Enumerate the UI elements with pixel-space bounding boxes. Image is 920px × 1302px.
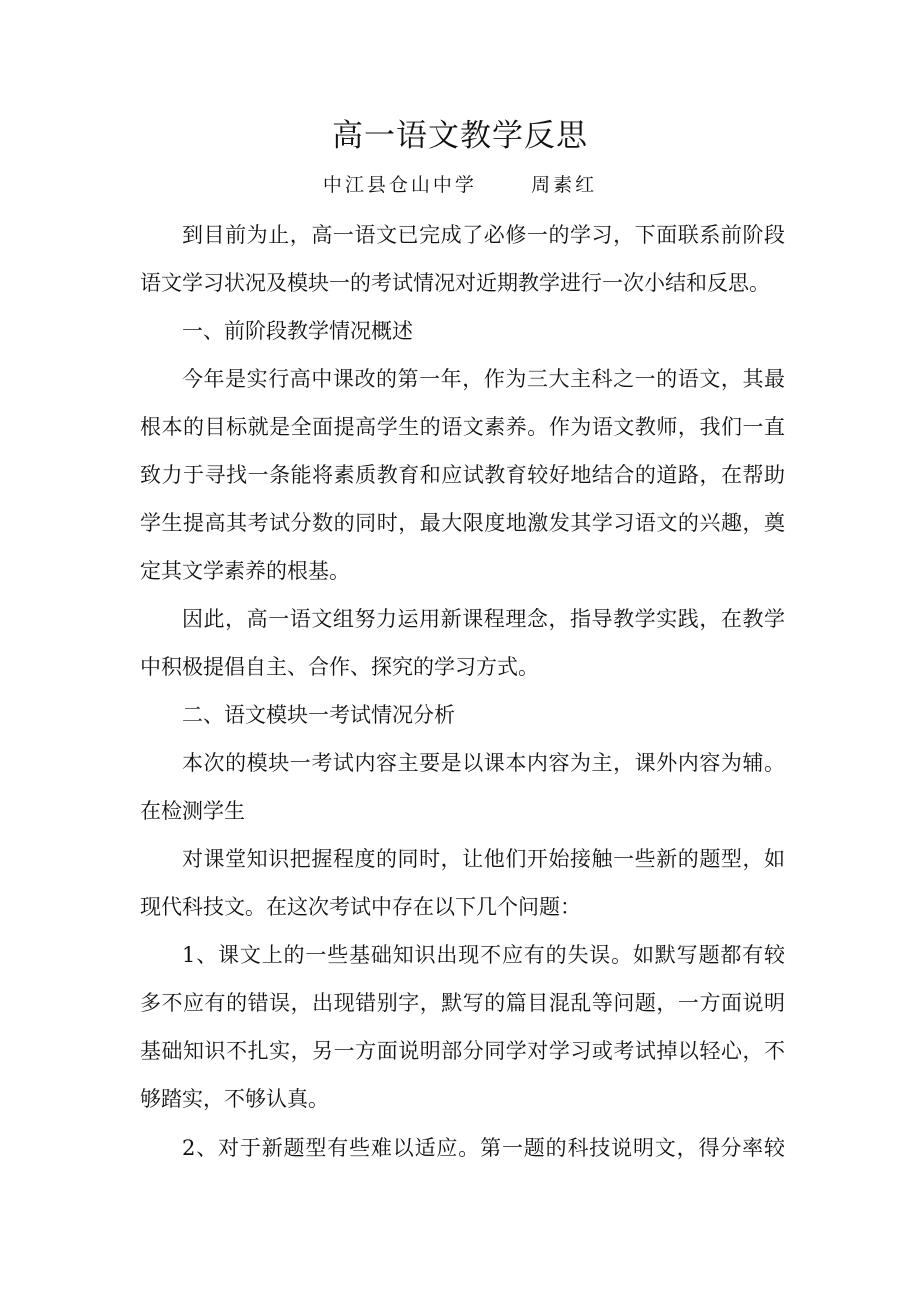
paragraph-line: 2、对于新题型有些难以适应。第一题的科技说明文，得分率较 xyxy=(182,1136,785,1160)
paragraph-line: 到目前为止，高一语文已完成了必修一的学习，下面联系前阶段 xyxy=(182,223,785,247)
paragraph-line: 基础知识不扎实，另一方面说明部分同学对学习或考试掉以轻心，不 xyxy=(140,1039,785,1063)
document-title: 高一语文教学反思 xyxy=(332,118,588,154)
paragraph-line: 学生提高其考试分数的同时，最大限度地激发其学习语文的兴趣，奠 xyxy=(140,511,785,535)
paragraph-line: 1、课文上的一些基础知识出现不应有的失误。如默写题都有较 xyxy=(182,943,785,967)
paragraph-line: 现代科技文。在这次考试中存在以下几个问题： xyxy=(140,895,581,919)
paragraph-line: 多不应有的错误，出现错别字，默写的篇目混乱等问题，一方面说明 xyxy=(140,991,785,1015)
paragraph-line: 定其文学素养的根基。 xyxy=(140,559,350,583)
paragraph-line: 在检测学生 xyxy=(140,799,245,823)
paragraph-line: 根本的目标就是全面提高学生的语文素养。作为语文教师，我们一直 xyxy=(140,415,785,439)
paragraph-line: 对课堂知识把握程度的同时，让他们开始接触一些新的题型，如 xyxy=(182,847,785,871)
section-heading: 二、语文模块一考试情况分析 xyxy=(182,703,455,727)
section-heading: 一、前阶段教学情况概述 xyxy=(182,319,413,343)
paragraph-line: 语文学习状况及模块一的考试情况对近期教学进行一次小结和反思。 xyxy=(140,271,770,295)
paragraph-line: 今年是实行高中课改的第一年，作为三大主科之一的语文，其最 xyxy=(182,367,785,391)
paragraph-line: 本次的模块一考试内容主要是以课本内容为主，课外内容为辅。 xyxy=(182,751,785,775)
paragraph-line: 致力于寻找一条能将素质教育和应试教育较好地结合的道路，在帮助 xyxy=(140,463,785,487)
paragraph-line: 因此，高一语文组努力运用新课程理念，指导教学实践，在教学 xyxy=(182,607,785,631)
paragraph-line: 够踏实，不够认真。 xyxy=(140,1087,329,1111)
paragraph-line: 中积极提倡自主、合作、探究的学习方式。 xyxy=(140,655,539,679)
author-line: 中江县仓山中学 周素红 xyxy=(322,174,598,196)
